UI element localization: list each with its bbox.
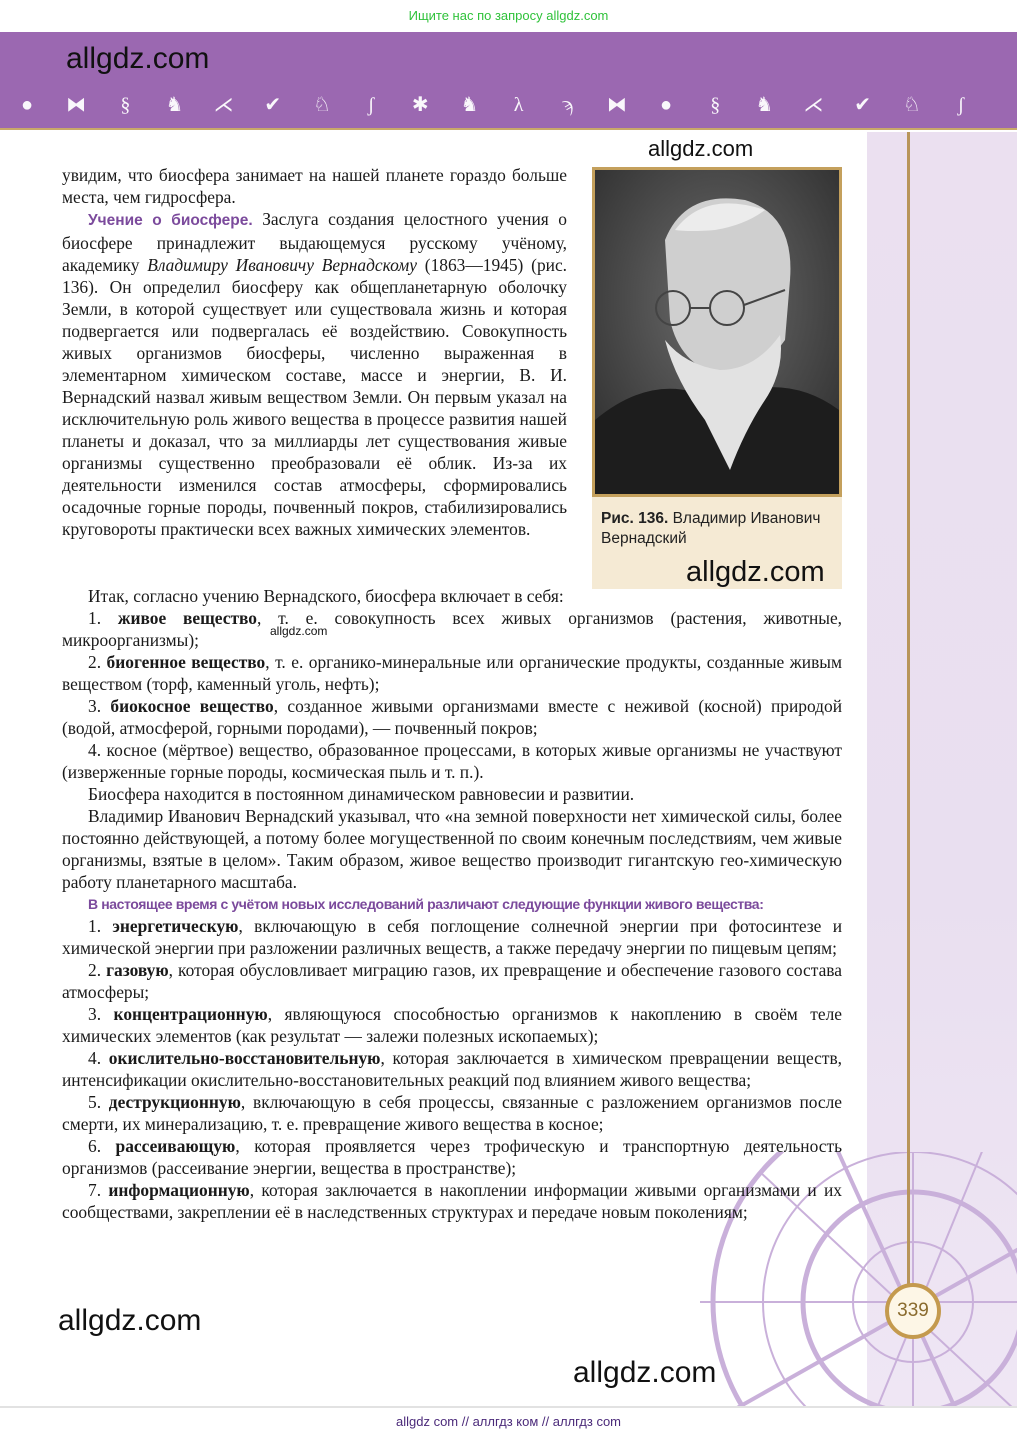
insect-icon: ✱ [411,94,429,116]
horse-icon: ♞ [755,94,774,116]
giraffe-icon: ʃ [367,94,375,116]
function-item-4: 4. окислительно-восстановительную, которая заключается в химическом превращении веществ, интенсификации окислительно-восстановительных реакций под влиянием живого вещества; [62,1048,843,1090]
figure-label: Рис. 136. [601,510,669,527]
function-item-5: 5. деструкционную, включающую в себя процессы, связанные с разложением организмов после смерти, их минерализацию, т. е. превращение живого вещества в косное; [62,1092,842,1134]
function-item-2: 2. газовую, которая обусловливает миграцию газов, их превращение и обеспечение газового состава атмосферы; [62,960,843,1002]
scientist-name: Владимиру Ивановичу Вернадскому [147,255,417,275]
intro-text-column [62,164,567,540]
watermark-header: allgdz.com [66,42,210,75]
function-item-6: 6. рассеивающую, которая проявляется через трофическую и транспортную деятельность организмов (рассеивание энергии, вещества в пространстве); [62,1136,842,1178]
composition-item-3: 3. биокосное вещество, созданное живыми организмами вместе с неживой (косной) природой (водой, атмосферой, горными породами), — почвенный покров; [62,696,843,738]
hare-icon: ϡ [562,94,574,116]
goat-icon: ♘ [312,94,331,116]
fish-icon: ✔ [264,94,282,116]
bull-icon: ♞ [460,94,479,116]
composition-intro: Итак, согласно учению Вернадского, биосфера включает в себя: [88,586,564,606]
watermark-bottom-right: allgdz.com [573,1356,717,1389]
portrait-photo [592,167,842,497]
scorpion-icon: § [710,94,721,116]
functions-heading: В настоящее время с учётом новых исследований различают следующие функции живого вещества: [88,896,764,912]
composition-item-4: 4. косное (мёртвое) вещество, образованное процессами, в которых живые организмы не участвуют (изверженные горные породы, космическая пыль и т. п.). [62,740,843,782]
function-item-3: 3. концентрационную, являющуюся способностью организмов к накоплению в своём теле химических элементов (как результат — залежи полезных ископаемых); [62,1004,843,1046]
function-item-7: 7. информационную, которая заключается в накоплении информации живыми организмами и их сообществами, закреплении её в наследственных структурах и передаче новым поколениям; [62,1180,843,1222]
textbook-page [0,32,1017,1408]
elephant-icon: ● [659,94,673,116]
elephant-icon: ● [20,94,34,116]
goat-icon: ♘ [902,94,921,116]
top-search-banner: Ищите нас по запросу allgdz.com [408,8,609,23]
composition-item-2: 2. биогенное вещество, т. е. органико-минеральные или органические продукты, созданные живым веществом (торф, каменный уголь, нефть); [62,652,842,694]
section-lead-heading: Учение о биосфере. [88,212,253,229]
equilibrium-paragraph: Биосфера находится в постоянном динамическом равновесии и развитии. [88,784,635,804]
watermark-photo-bottom: allgdz.com [686,556,825,588]
watermark-photo-top: allgdz.com [648,136,754,161]
page-header-band [0,32,1017,130]
fish-icon: ✔ [854,94,872,116]
intro-paragraph-2: Учение о биосфере. Заслуга создания целостного учения о биосфере принадлежит выдающемуся русскому учёному, академику Владимиру Ивановичу Вернадскому (1863—1945) (рис. 136). Он определил биосферу как общепланетарную оболочку Земли, в которой существует или существовала жизнь и которая подвергается или подвергалась её воздействию. Совокупность живых организмов биосферы, численно выраженная в элементарном химическом составе, массе и энергии, В. И. Вернадский назвал живым веществом Земли. Он первым указал на исключительную роль живого вещества в процессе развития нашей планеты и доказал, что за миллиарды лет существования живые организмы существенно преобразовали её облик. Из-за их деятельности изменился состав атмосферы, сформировались осадочные горные породы, почвенный покров, стабилизировались круговороты практически всех важных химических элементов. [62,209,568,539]
bird-icon: ⋌ [803,94,824,116]
bird-icon: ⋌ [213,94,234,116]
butterfly-icon: ⧓ [606,94,627,116]
kangaroo-icon: λ [513,94,524,116]
watermark-bottom-left: allgdz.com [58,1304,202,1337]
figure-136 [592,167,842,589]
gold-divider-line [907,132,910,1304]
horse-icon: ♞ [165,94,184,116]
main-text-column [62,585,842,1223]
scorpion-icon: § [120,94,131,116]
giraffe-icon: ʃ [957,94,965,116]
watermark-inline-small: allgdz.com [270,624,328,638]
composition-item-1: 1. живое вещество, т. е. совокупность всех живых организмов (растения, животные, микроорганизмы); [62,608,843,650]
function-item-1: 1. энергетическую, включающую в себя поглощение солнечной энергии при фотосинтезе и химической энергии при разложении различных веществ, а также передачу энергии по пищевым цепям; [62,916,843,958]
footer-links: allgdz com // аллгдз ком // аллгдз com [395,1414,622,1429]
animal-silhouette-strip [14,90,974,120]
butterfly-icon: ⧓ [66,94,87,116]
page-number-badge: 339 [885,1283,941,1339]
quote-paragraph: Владимир Иванович Вернадский указывал, что «на земной поверхности нет химической силы, более постоянно действующей, а потому более могущественной по своим конечным последствиям, чем живые организмы, взятые в целом». Таким образом, живое вещество производит гигантскую гео-химическую работу планетарного масштаба. [62,806,842,892]
intro-paragraph-1: увидим, что биосфера занимает на нашей планете гораздо больше места, чем гидросфера. [62,165,567,207]
figure-caption-text: Владимир Иванович Вернадский [601,510,821,547]
